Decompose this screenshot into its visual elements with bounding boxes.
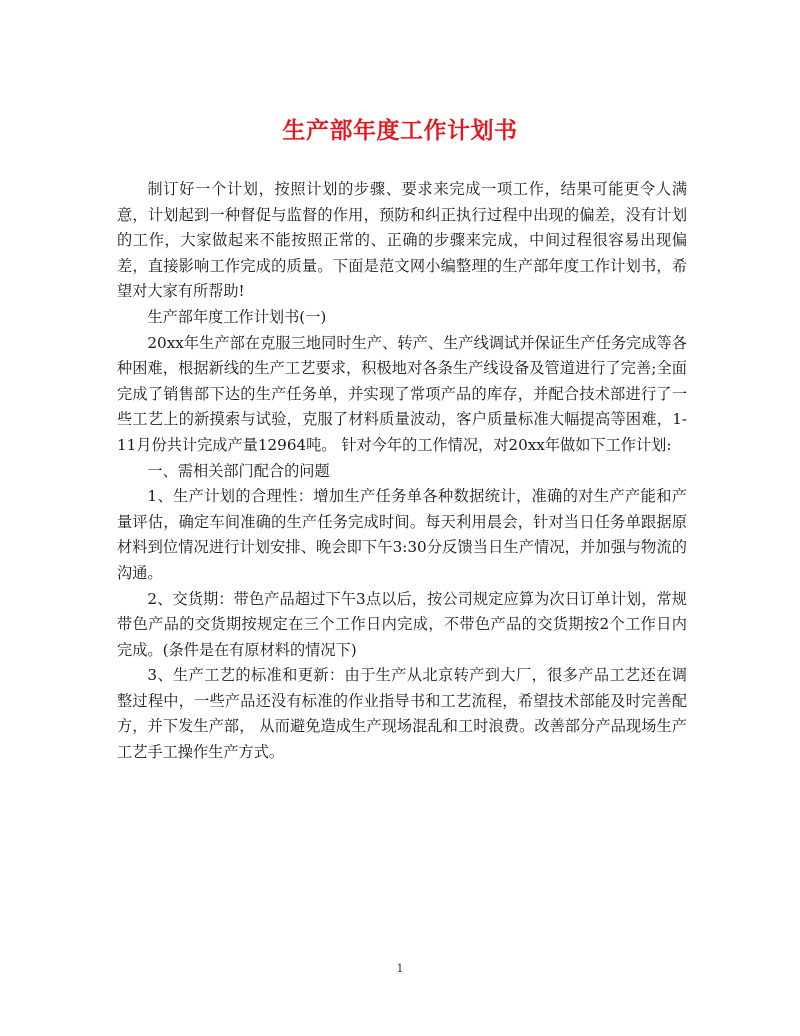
document-body <box>117 177 687 766</box>
document-title: 生产部年度工作计划书 <box>282 117 518 144</box>
section-heading-coordination: 一、需相关部门配合的问题 <box>147 461 330 480</box>
summary-paragraph: 20xx年生产部在克服三地同时生产、转产、生产线调试并保证生产任务完成等各种困难，根据新线的生产工艺要求，积极地对各条生产线设备及管道进行了完善;全面完成了销售部下达的生产任务单，并实现了常项产品的库存，并配合技术部进行了一些工艺上的新摸索与试验，克服了材料质量波动，客户质量标准大幅提高等困难，1-11月份共计完成产量12964吨。 针对今年的工作情况，对20xx年做如下工作计划: <box>117 333 687 454</box>
item-delivery-period: 2、交货期：带色产品超过下午3点以后，按公司规定应算为次日订单计划，常规带色产品的交货期按规定在三个工作日内完成，不带色产品的交货期按2个工作日内完成。(条件是在有原材料的情况下) <box>117 589 687 659</box>
item-process-standards: 3、生产工艺的标准和更新：由于生产从北京转产到大厂，很多产品工艺还在调整过程中，一些产品还没有标准的作业指导书和工艺流程，希望技术部能及时完善配方，并下发生产部， 从而避免造成生产现场混乱和工时浪费。改善部分产品现场生产工艺手工操作生产方式。 <box>117 666 687 762</box>
intro-paragraph: 制订好一个计划，按照计划的步骤、要求来完成一项工作，结果可能更令人满意，计划起到一种督促与监督的作用，预防和纠正执行过程中出现的偏差，没有计划的工作，大家做起来不能按照正常的、正确的步骤来完成，中间过程很容易出现偏差，直接影响工作完成的质量。下面是范文网小编整理的生产部年度工作计划书，希望对大家有所帮助! <box>117 180 687 301</box>
item-production-plan: 1、生产计划的合理性：增加生产任务单各种数据统计，准确的对生产产能和产量评估，确定车间准确的生产任务完成时间。每天利用晨会，针对当日任务单跟据原材料到位情况进行计划安排、晚会即下午3:30分反馈当日生产情况，并加强与物流的沟通。 <box>117 487 687 582</box>
page-number: 1 <box>396 962 404 975</box>
section-heading-plan-one: 生产部年度工作计划书(一) <box>147 307 327 326</box>
